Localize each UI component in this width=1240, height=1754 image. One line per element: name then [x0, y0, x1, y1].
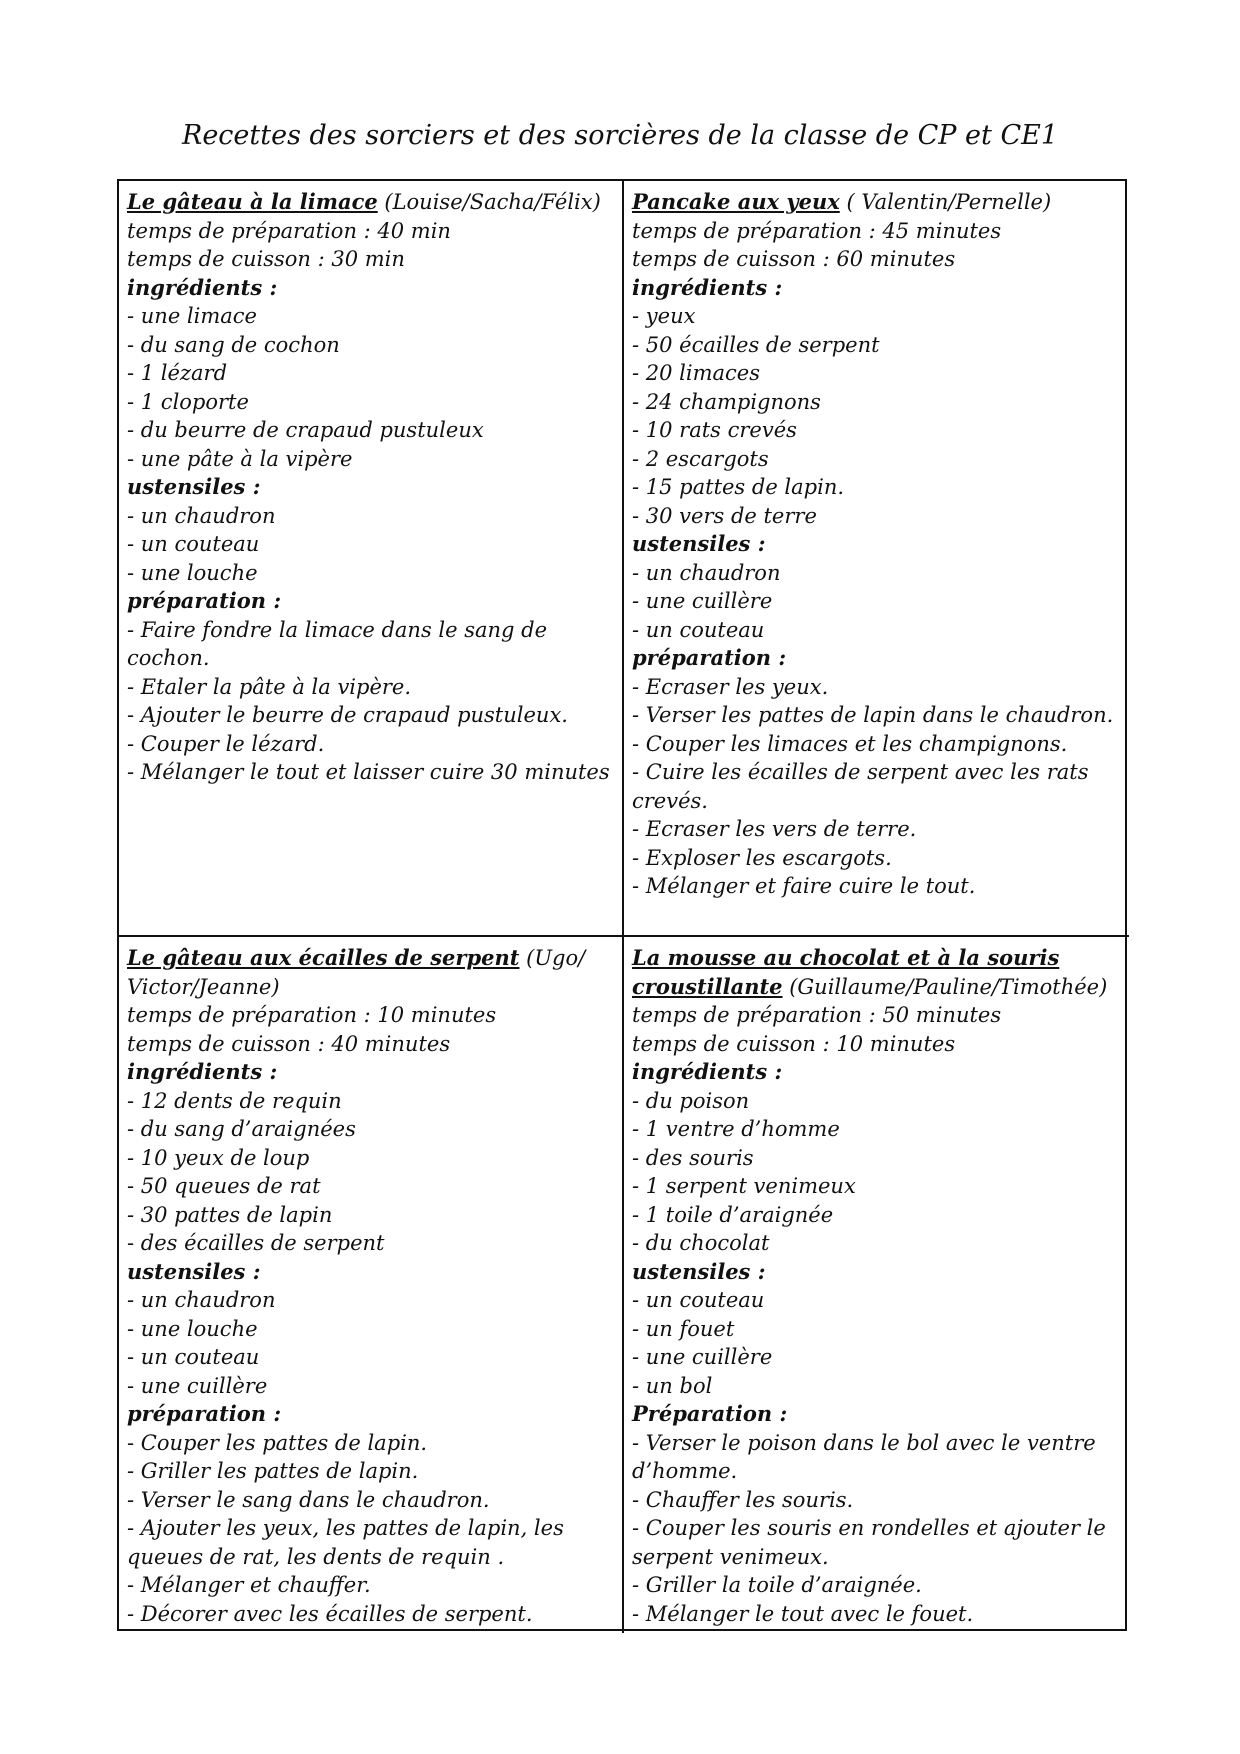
utensil-item: - un couteau [127, 1345, 260, 1369]
steps-heading: préparation : [632, 645, 787, 670]
recipe-heading [632, 944, 1121, 1001]
ingredient-item: - du sang d’araignées [127, 1117, 356, 1141]
step-item: - Mélanger et chauffer. [127, 1573, 371, 1597]
ingredient-item: - yeux [632, 304, 696, 328]
ingredient-item: - 50 écailles de serpent [632, 332, 880, 357]
prep-time: temps de préparation : 40 min [127, 218, 451, 243]
utensil-item: - un chaudron [632, 560, 781, 585]
step-item: - Ajouter le beurre de crapaud pustuleux. [127, 703, 568, 727]
step-item: - Mélanger et faire cuire le tout. [632, 874, 976, 898]
recipe-heading [632, 188, 1121, 217]
step-item: - Chauffer les souris. [632, 1487, 854, 1512]
ingredient-item: - 1 ventre d’homme [632, 1117, 840, 1141]
ingredient-item: - 10 yeux de loup [127, 1145, 310, 1170]
cook-time: temps de cuisson : 30 min [127, 247, 405, 271]
steps-heading: préparation : [127, 1401, 282, 1426]
recipe-card [624, 937, 1129, 1633]
utensil-item: - une louche [127, 1316, 258, 1341]
ingredient-item: - du beurre de crapaud pustuleux [127, 418, 484, 442]
ingredient-item: - 24 champignons [632, 389, 821, 414]
step-item: - Cuire les écailles de serpent avec les rats crevés. [632, 760, 1089, 813]
recipe-card [119, 937, 624, 1633]
step-item: - Ecraser les vers de terre. [632, 817, 917, 841]
utensil-item: - une cuillère [632, 589, 773, 613]
ingredients-heading: ingrédients : [127, 1059, 278, 1084]
recipe-heading [127, 188, 614, 217]
ingredient-item: - 15 pattes de lapin. [632, 475, 845, 499]
ingredient-item: - du chocolat [632, 1231, 770, 1255]
ingredient-item: - 12 dents de requin [127, 1088, 342, 1113]
steps-heading: Préparation : [632, 1401, 788, 1426]
step-item: - Ecraser les yeux. [632, 674, 829, 699]
utensil-item: - un fouet [632, 1316, 735, 1341]
ingredient-item: - 20 limaces [632, 361, 760, 385]
recipe-grid [117, 179, 1127, 1631]
prep-time: temps de préparation : 10 minutes [127, 1003, 497, 1027]
utensils-heading: ustensiles : [127, 474, 261, 499]
ingredient-item: - des souris [632, 1145, 754, 1170]
recipe-title: Le gâteau à la limace [127, 189, 378, 214]
utensil-item: - une cuillère [632, 1345, 773, 1369]
cook-time: temps de cuisson : 40 minutes [127, 1031, 451, 1056]
ingredient-item: - 1 cloporte [127, 389, 249, 414]
step-item: - Couper les limaces et les champignons. [632, 731, 1068, 756]
recipe-authors: ( Valentin/Pernelle) [839, 190, 1052, 214]
recipe-title: La mousse au chocolat et à la souris croustillante [632, 945, 1060, 999]
step-item: - Couper le lézard. [127, 731, 325, 756]
step-item: - Griller les pattes de lapin. [127, 1459, 419, 1483]
recipe-card [624, 181, 1129, 937]
ingredient-item: - du sang de cochon [127, 332, 340, 357]
ingredients-heading: ingrédients : [632, 274, 783, 300]
cook-time: temps de cuisson : 10 minutes [632, 1031, 956, 1056]
step-item: - Mélanger le tout et laisser cuire 30 minutes [127, 760, 610, 784]
ingredient-item: - 10 rats crevés [632, 418, 797, 442]
recipe-heading [127, 944, 614, 1001]
step-item: - Couper les pattes de lapin. [127, 1430, 428, 1455]
prep-time: temps de préparation : 50 minutes [632, 1003, 1002, 1027]
ingredient-item: - 2 escargots [632, 446, 769, 471]
utensil-item: - un couteau [632, 1288, 765, 1312]
ingredient-item: - 1 lézard [127, 361, 228, 385]
steps-heading: préparation : [127, 588, 282, 613]
recipe-card [119, 181, 624, 937]
ingredient-item: - 50 queues de rat [127, 1174, 321, 1198]
utensils-heading: ustensiles : [127, 1258, 261, 1284]
utensil-item: - un chaudron [127, 1288, 276, 1312]
ingredients-heading: ingrédients : [127, 274, 278, 300]
page-title: Recettes des sorciers et des sorcières de la classe de CP et CE1 [181, 120, 1058, 151]
recipe-authors: (Guillaume/Pauline/Timothée) [782, 974, 1108, 999]
step-item: - Verser le sang dans le chaudron. [127, 1487, 490, 1512]
ingredient-item: - 30 pattes de lapin [127, 1202, 333, 1227]
ingredients-heading: ingrédients : [632, 1059, 783, 1084]
utensil-item: - un bol [632, 1373, 713, 1398]
step-item: - Faire fondre la limace dans le sang de cochon. [127, 617, 548, 670]
utensil-item: - un couteau [127, 532, 260, 556]
utensil-item: - un couteau [632, 617, 765, 642]
ingredient-item: - 1 toile d’araignée [632, 1202, 834, 1227]
utensil-item: - un chaudron [127, 503, 276, 528]
step-item: - Décorer avec les écailles de serpent. [127, 1601, 533, 1626]
ingredient-item: - 1 serpent venimeux [632, 1174, 856, 1198]
step-item: - Exploser les escargots. [632, 845, 892, 870]
recipe-authors: (Louise/Sacha/Félix) [377, 190, 601, 214]
step-item: - Griller la toile d’araignée. [632, 1573, 922, 1597]
ingredient-item: - du poison [632, 1088, 750, 1113]
utensils-heading: ustensiles : [632, 531, 766, 556]
step-item: - Couper les souris en rondelles et ajouter le serpent venimeux. [632, 1516, 1106, 1569]
step-item: - Mélanger le tout avec le fouet. [632, 1601, 974, 1626]
recipe-title: Le gâteau aux écailles de serpent [127, 945, 520, 970]
cook-time: temps de cuisson : 60 minutes [632, 247, 956, 271]
prep-time: temps de préparation : 45 minutes [632, 218, 1002, 243]
ingredient-item: - des écailles de serpent [127, 1231, 385, 1255]
ingredient-item: - une pâte à la vipère [127, 446, 353, 471]
step-item: - Ajouter les yeux, les pattes de lapin, les queues de rat, les dents de requin . [127, 1516, 564, 1569]
step-item: - Verser le poison dans le bol avec le ventre d’homme. [632, 1430, 1096, 1483]
ingredient-item: - une limace [127, 304, 257, 328]
utensils-heading: ustensiles : [632, 1258, 766, 1284]
ingredient-item: - 30 vers de terre [632, 503, 817, 528]
recipe-authors: (Ugo/ Victor/Jeanne) [127, 946, 586, 999]
step-item: - Verser les pattes de lapin dans le chaudron. [632, 703, 1114, 727]
step-item: - Etaler la pâte à la vipère. [127, 674, 412, 699]
utensil-item: - une cuillère [127, 1373, 268, 1398]
recipe-title: Pancake aux yeux [632, 189, 840, 214]
utensil-item: - une louche [127, 560, 258, 585]
